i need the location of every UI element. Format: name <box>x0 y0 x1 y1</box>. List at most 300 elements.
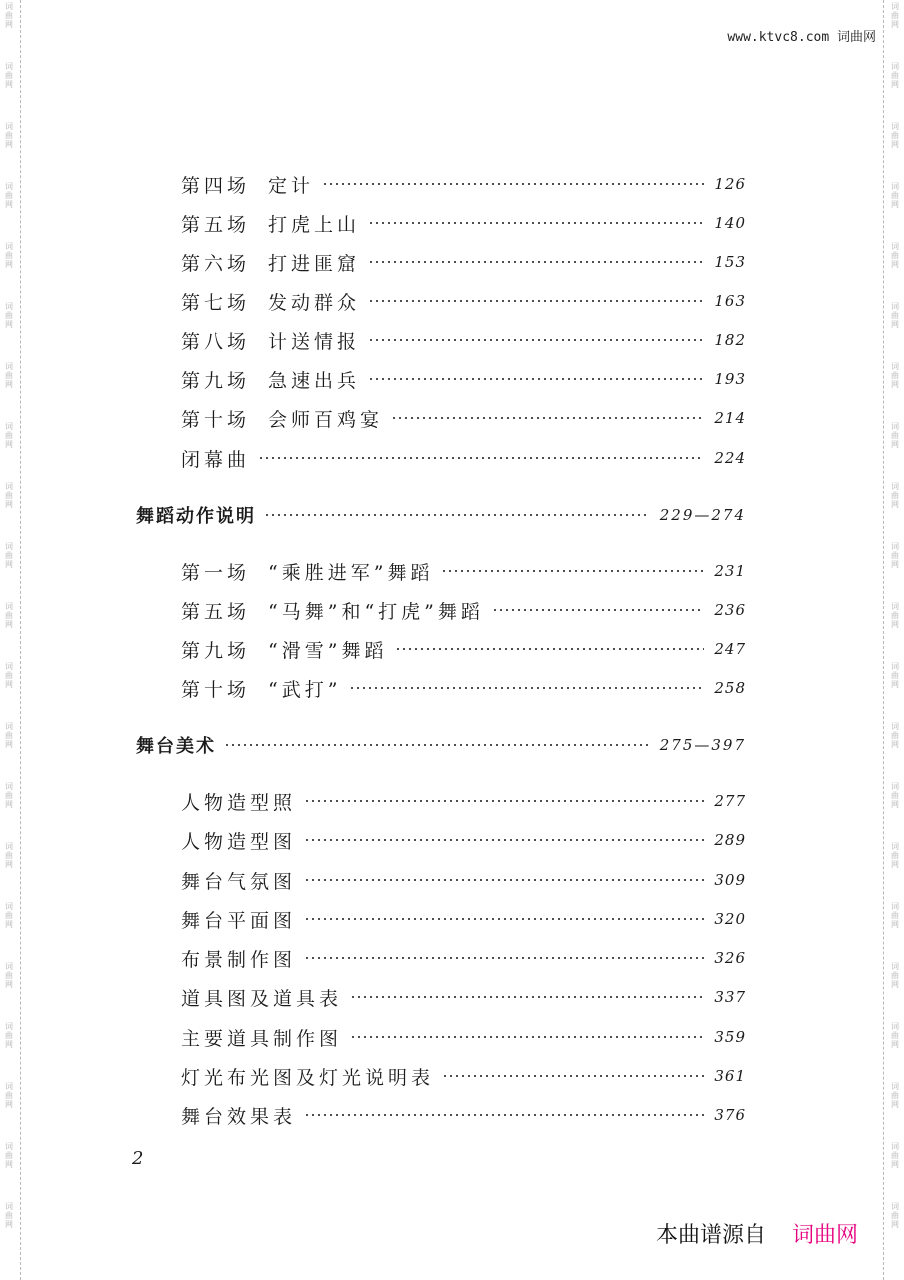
watermark-char: 词 <box>5 962 13 971</box>
watermark-mark <box>889 1142 901 1169</box>
watermark-mark <box>889 62 901 89</box>
dot-leader <box>304 839 704 841</box>
watermark-char: 曲 <box>5 131 13 140</box>
watermark-mark <box>3 1082 15 1109</box>
watermark-char: 网 <box>5 620 13 629</box>
watermark-char: 曲 <box>891 611 899 620</box>
watermark-char: 曲 <box>891 251 899 260</box>
watermark-mark <box>889 902 901 929</box>
watermark-char: 网 <box>5 200 13 209</box>
watermark-mark <box>889 2 901 29</box>
watermark-mark <box>889 662 901 689</box>
entry-scene-number: 第五场 <box>181 213 251 236</box>
watermark-char: 曲 <box>5 491 13 500</box>
entry-title: 人物造型图 <box>181 830 297 853</box>
entry-page-number: 182 <box>714 331 746 349</box>
watermark-char: 曲 <box>5 911 13 920</box>
entry-label <box>181 171 314 198</box>
left-margin-guide <box>0 0 22 1280</box>
watermark-char: 网 <box>891 560 899 569</box>
toc-section-stage-art[interactable] <box>136 729 746 761</box>
dot-leader <box>368 300 704 302</box>
watermark-char: 曲 <box>891 11 899 20</box>
right-dashed-line <box>883 0 884 1280</box>
entry-label <box>181 210 360 237</box>
toc-entry-dance[interactable] <box>181 594 746 626</box>
dot-leader <box>304 918 704 920</box>
dot-leader <box>258 457 704 459</box>
watermark-mark <box>889 602 901 629</box>
watermark-char: 词 <box>891 1202 899 1211</box>
watermark-mark <box>3 122 15 149</box>
watermark-char: 网 <box>5 800 13 809</box>
watermark-char: 词 <box>891 602 899 611</box>
watermark-char: 网 <box>891 380 899 389</box>
toc-entry-scene[interactable] <box>181 442 746 474</box>
entry-label <box>181 366 360 393</box>
toc-entry-stage[interactable] <box>181 864 746 896</box>
watermark-char: 词 <box>891 242 899 251</box>
footer-source-label: 本曲谱源自 <box>655 1223 766 1248</box>
watermark-char: 网 <box>891 740 899 749</box>
dot-leader <box>304 800 704 802</box>
entry-title: 布景制作图 <box>181 948 297 971</box>
watermark-mark <box>3 2 15 29</box>
watermark-char: 词 <box>891 662 899 671</box>
entry-label <box>181 288 360 315</box>
toc-entry-stage[interactable] <box>181 1099 746 1131</box>
entry-page-number: 337 <box>714 988 746 1006</box>
watermark-char: 词 <box>891 842 899 851</box>
watermark-char: 曲 <box>5 1091 13 1100</box>
entry-scene-number: 第九场 <box>181 639 251 662</box>
entry-title: 打虎上山 <box>268 213 361 236</box>
entry-page-number: 277 <box>714 792 746 810</box>
watermark-char: 词 <box>5 182 13 191</box>
watermark-char: 曲 <box>5 191 13 200</box>
watermark-char: 曲 <box>891 971 899 980</box>
watermark-mark <box>889 782 901 809</box>
entry-page-number: 236 <box>714 601 746 619</box>
watermark-mark <box>3 662 15 689</box>
entry-title: 急速出兵 <box>268 369 361 392</box>
left-dashed-line <box>20 0 21 1280</box>
watermark-char: 网 <box>5 380 13 389</box>
entry-label <box>181 1063 434 1090</box>
watermark-mark <box>3 902 15 929</box>
entry-scene-number: 第十场 <box>181 408 251 431</box>
dot-leader <box>492 609 704 611</box>
watermark-char: 词 <box>5 542 13 551</box>
watermark-char: 词 <box>5 302 13 311</box>
watermark-char: 网 <box>5 560 13 569</box>
watermark-char: 网 <box>891 260 899 269</box>
entry-page-number: 258 <box>714 679 746 697</box>
watermark-char: 词 <box>891 542 899 551</box>
toc-entry-stage[interactable] <box>181 824 746 856</box>
entry-label <box>181 249 360 276</box>
watermark-char: 词 <box>891 1082 899 1091</box>
entry-label <box>181 445 250 472</box>
entry-page-number: 309 <box>714 871 746 889</box>
entry-page-number: 140 <box>714 214 746 232</box>
watermark-char: 网 <box>5 500 13 509</box>
watermark-char: 曲 <box>891 911 899 920</box>
watermark-char: 曲 <box>5 851 13 860</box>
watermark-char: 网 <box>5 320 13 329</box>
watermark-mark <box>3 722 15 749</box>
watermark-char: 词 <box>5 2 13 11</box>
watermark-char: 词 <box>5 1202 13 1211</box>
toc-entry-scene[interactable] <box>181 363 746 395</box>
entry-label <box>181 867 296 894</box>
watermark-char: 网 <box>891 1160 899 1169</box>
entry-title: “滑雪”舞蹈 <box>268 639 388 662</box>
entry-title: 人物造型照 <box>181 791 297 814</box>
watermark-char: 网 <box>5 20 13 29</box>
watermark-char: 曲 <box>891 71 899 80</box>
watermark-char: 词 <box>891 962 899 971</box>
entry-scene-number: 第一场 <box>181 561 251 584</box>
entry-scene-number: 第八场 <box>181 330 251 353</box>
watermark-char: 网 <box>891 140 899 149</box>
watermark-char: 曲 <box>5 671 13 680</box>
watermark-mark <box>3 482 15 509</box>
watermark-char: 曲 <box>5 791 13 800</box>
watermark-char: 曲 <box>891 551 899 560</box>
watermark-char: 曲 <box>5 311 13 320</box>
watermark-char: 词 <box>5 362 13 371</box>
watermark-char: 词 <box>5 782 13 791</box>
watermark-char: 曲 <box>5 1151 13 1160</box>
dot-leader <box>350 1036 704 1038</box>
toc-entry-scene[interactable] <box>181 246 746 278</box>
watermark-mark <box>3 182 15 209</box>
watermark-char: 网 <box>5 1160 13 1169</box>
watermark-mark <box>3 1142 15 1169</box>
watermark-char: 词 <box>5 1022 13 1031</box>
dot-leader <box>441 570 704 572</box>
entry-page-number: 361 <box>714 1067 746 1085</box>
watermark-char: 词 <box>891 722 899 731</box>
watermark-char: 网 <box>5 1040 13 1049</box>
entry-page-number: 229—274 <box>659 506 746 524</box>
entry-label <box>181 1102 296 1129</box>
watermark-char: 网 <box>5 680 13 689</box>
watermark-mark <box>3 422 15 449</box>
watermark-char: 曲 <box>5 971 13 980</box>
toc-entry-scene[interactable] <box>181 207 746 239</box>
watermark-char: 词 <box>891 1142 899 1151</box>
entry-label <box>181 906 296 933</box>
watermark-mark <box>3 602 15 629</box>
dot-leader <box>350 996 704 998</box>
entry-page-number: 126 <box>714 175 746 193</box>
watermark-char: 网 <box>891 440 899 449</box>
entry-page-number: 163 <box>714 292 746 310</box>
toc-entry-dance[interactable] <box>181 633 746 665</box>
entry-scene-number: 第十场 <box>181 678 251 701</box>
watermark-char: 词 <box>891 422 899 431</box>
entry-page-number: 376 <box>714 1106 746 1124</box>
entry-scene-number: 第六场 <box>181 252 251 275</box>
entry-title: 舞台气氛图 <box>181 870 297 893</box>
watermark-mark <box>889 422 901 449</box>
watermark-char: 词 <box>891 482 899 491</box>
watermark-char: 词 <box>891 2 899 11</box>
entry-title: “武打” <box>268 678 342 701</box>
dot-leader <box>224 744 650 746</box>
toc-entry-scene[interactable] <box>181 168 746 200</box>
watermark-char: 网 <box>5 860 13 869</box>
watermark-mark <box>3 782 15 809</box>
entry-title: 发动群众 <box>268 291 361 314</box>
toc-entry-stage[interactable] <box>181 942 746 974</box>
watermark-char: 曲 <box>5 1031 13 1040</box>
watermark-mark <box>889 842 901 869</box>
watermark-char: 词 <box>5 482 13 491</box>
watermark-mark <box>889 182 901 209</box>
watermark-char: 曲 <box>891 131 899 140</box>
toc-section-dance[interactable] <box>136 499 746 531</box>
entry-scene-number: 第九场 <box>181 369 251 392</box>
dot-leader <box>368 378 704 380</box>
dot-leader <box>368 222 704 224</box>
toc-entry-stage[interactable] <box>181 1060 746 1092</box>
watermark-char: 曲 <box>5 431 13 440</box>
watermark-char: 网 <box>891 200 899 209</box>
watermark-char: 词 <box>5 842 13 851</box>
watermark-char: 曲 <box>5 1211 13 1220</box>
watermark-mark <box>3 962 15 989</box>
watermark-char: 曲 <box>891 431 899 440</box>
entry-label <box>181 597 484 624</box>
watermark-char: 网 <box>5 1220 13 1229</box>
entry-scene-number: 第五场 <box>181 600 251 623</box>
watermark-char: 网 <box>891 620 899 629</box>
entry-page-number: 224 <box>714 449 746 467</box>
dot-leader <box>368 261 704 263</box>
watermark-mark <box>3 842 15 869</box>
entry-label <box>181 675 341 702</box>
watermark-char: 曲 <box>891 191 899 200</box>
watermark-char: 网 <box>5 920 13 929</box>
entry-scene-number: 第七场 <box>181 291 251 314</box>
entry-label <box>181 1024 342 1051</box>
watermark-mark <box>889 722 901 749</box>
watermark-char: 曲 <box>891 731 899 740</box>
watermark-char: 网 <box>891 320 899 329</box>
watermark-mark <box>889 1022 901 1049</box>
entry-page-number: 359 <box>714 1028 746 1046</box>
watermark-char: 词 <box>891 1022 899 1031</box>
toc-entry-stage[interactable] <box>181 981 746 1013</box>
entry-page-number: 193 <box>714 370 746 388</box>
toc-entry-stage[interactable] <box>181 1021 746 1053</box>
watermark-char: 词 <box>891 902 899 911</box>
section-title <box>136 502 256 528</box>
entry-page-number: 231 <box>714 562 746 580</box>
watermark-char: 网 <box>5 1100 13 1109</box>
entry-label <box>181 558 433 585</box>
entry-page-number: 247 <box>714 640 746 658</box>
watermark-char: 曲 <box>891 851 899 860</box>
entry-scene-number: 第四场 <box>181 174 251 197</box>
watermark-char: 网 <box>5 980 13 989</box>
watermark-mark <box>889 482 901 509</box>
section-title <box>136 732 216 758</box>
entry-title: 会师百鸡宴 <box>268 408 384 431</box>
entry-page-number: 153 <box>714 253 746 271</box>
watermark-char: 曲 <box>5 551 13 560</box>
watermark-mark <box>3 1022 15 1049</box>
dot-leader <box>368 339 704 341</box>
watermark-mark <box>3 62 15 89</box>
watermark-char: 词 <box>5 422 13 431</box>
watermark-char: 词 <box>5 1082 13 1091</box>
watermark-char: 曲 <box>891 1031 899 1040</box>
watermark-char: 曲 <box>5 731 13 740</box>
dot-leader <box>264 514 650 516</box>
entry-page-number: 320 <box>714 910 746 928</box>
dot-leader <box>304 957 704 959</box>
watermark-char: 曲 <box>891 311 899 320</box>
watermark-char: 网 <box>891 1220 899 1229</box>
watermark-char: 曲 <box>5 71 13 80</box>
dot-leader <box>304 1114 704 1116</box>
watermark-char: 曲 <box>5 11 13 20</box>
watermark-char: 网 <box>891 980 899 989</box>
watermark-char: 曲 <box>891 1211 899 1220</box>
dot-leader <box>442 1075 704 1077</box>
toc-entry-stage[interactable] <box>181 785 746 817</box>
entry-title: 计送情报 <box>268 330 361 353</box>
watermark-char: 词 <box>891 782 899 791</box>
watermark-char: 网 <box>891 920 899 929</box>
entry-page-number: 289 <box>714 831 746 849</box>
watermark-char: 曲 <box>5 251 13 260</box>
watermark-char: 网 <box>891 1100 899 1109</box>
watermark-char: 网 <box>891 680 899 689</box>
entry-title: “马舞”和“打虎”舞蹈 <box>268 600 484 623</box>
watermark-char: 词 <box>891 302 899 311</box>
right-margin-guide <box>882 0 904 1280</box>
watermark-mark <box>3 1202 15 1229</box>
watermark-mark <box>3 242 15 269</box>
toc-entry-dance[interactable] <box>181 555 746 587</box>
watermark-mark <box>889 1202 901 1229</box>
dot-leader <box>349 687 704 689</box>
entry-scene-number: 闭幕曲 <box>181 448 251 471</box>
watermark-char: 网 <box>5 140 13 149</box>
site-url[interactable]: www.ktvc8.com 词曲网 <box>727 30 876 45</box>
watermark-char: 词 <box>5 242 13 251</box>
watermark-char: 词 <box>891 362 899 371</box>
watermark-char: 网 <box>5 740 13 749</box>
entry-label <box>181 788 296 815</box>
toc-entry-scene[interactable] <box>181 324 746 356</box>
watermark-char: 曲 <box>891 371 899 380</box>
watermark-mark <box>3 542 15 569</box>
watermark-char: 词 <box>5 62 13 71</box>
watermark-char: 网 <box>891 20 899 29</box>
entry-page-number: 214 <box>714 409 746 427</box>
toc-entry-scene[interactable] <box>181 285 746 317</box>
watermark-mark <box>3 362 15 389</box>
watermark-char: 曲 <box>891 671 899 680</box>
watermark-mark <box>889 362 901 389</box>
entry-title: 灯光布光图及灯光说明表 <box>181 1066 435 1089</box>
watermark-char: 网 <box>891 500 899 509</box>
watermark-char: 曲 <box>5 611 13 620</box>
toc-entry-dance[interactable] <box>181 672 746 704</box>
entry-label <box>181 984 342 1011</box>
watermark-char: 词 <box>5 722 13 731</box>
watermark-char: 词 <box>5 1142 13 1151</box>
dot-leader <box>304 879 704 881</box>
watermark-char: 词 <box>5 122 13 131</box>
dot-leader <box>322 183 704 185</box>
entry-label <box>181 636 387 663</box>
entry-label <box>181 945 296 972</box>
entry-title: 道具图及道具表 <box>181 987 343 1010</box>
watermark-char: 词 <box>891 182 899 191</box>
watermark-mark <box>3 302 15 329</box>
watermark-char: 词 <box>891 122 899 131</box>
watermark-mark <box>889 302 901 329</box>
watermark-mark <box>889 122 901 149</box>
entry-title: 舞台效果表 <box>181 1105 297 1128</box>
watermark-char: 词 <box>891 62 899 71</box>
watermark-char: 网 <box>5 440 13 449</box>
entry-title: 舞台美术 <box>136 736 216 757</box>
watermark-mark <box>889 242 901 269</box>
entry-title: 舞台平面图 <box>181 909 297 932</box>
entry-title: 主要道具制作图 <box>181 1027 343 1050</box>
entry-title: 舞蹈动作说明 <box>136 506 256 527</box>
watermark-char: 词 <box>5 602 13 611</box>
watermark-char: 曲 <box>891 791 899 800</box>
watermark-char: 词 <box>5 902 13 911</box>
watermark-char: 网 <box>5 260 13 269</box>
watermark-char: 曲 <box>5 371 13 380</box>
watermark-char: 网 <box>891 80 899 89</box>
footer-site-link[interactable]: 词曲网 <box>791 1223 858 1248</box>
entry-label <box>181 327 360 354</box>
watermark-mark <box>889 542 901 569</box>
watermark-mark <box>889 962 901 989</box>
watermark-mark <box>889 1082 901 1109</box>
watermark-char: 网 <box>891 860 899 869</box>
dot-leader <box>391 417 704 419</box>
watermark-char: 词 <box>5 662 13 671</box>
entry-page-number: 326 <box>714 949 746 967</box>
entry-page-number: 275—397 <box>659 736 746 754</box>
toc-entry-stage[interactable] <box>181 903 746 935</box>
watermark-char: 网 <box>5 80 13 89</box>
watermark-char: 曲 <box>891 1151 899 1160</box>
entry-label <box>181 827 296 854</box>
entry-title: 定计 <box>268 174 315 197</box>
page-number: 2 <box>132 1148 144 1169</box>
watermark-char: 曲 <box>891 491 899 500</box>
dot-leader <box>395 648 704 650</box>
watermark-char: 曲 <box>891 1091 899 1100</box>
footer-source <box>656 1218 858 1249</box>
entry-label <box>181 405 383 432</box>
toc-entry-scene[interactable] <box>181 402 746 434</box>
watermark-char: 网 <box>891 800 899 809</box>
